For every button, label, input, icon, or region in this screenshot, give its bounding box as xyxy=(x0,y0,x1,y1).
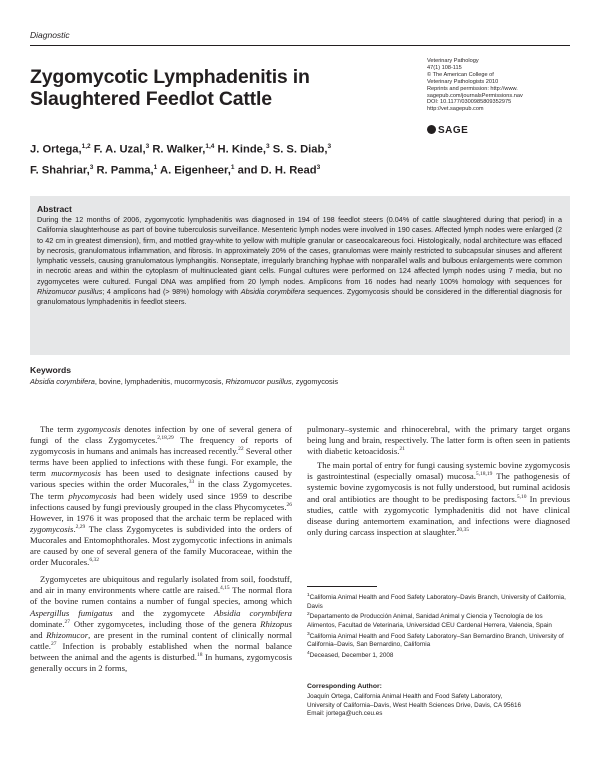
corresponding-author-heading: Corresponding Author: xyxy=(307,683,382,690)
footnote-divider xyxy=(307,586,377,587)
journal-name: Veterinary Pathology xyxy=(427,58,479,64)
paragraph: Zygomycetes are ubiquitous and regularly isolated from soil, foodstuff, and air in many environments where cattle are raised.$^{4,15}$ The normal flora of the bovine rumen contains a number of fungal species, among which Aspergillus fumigatus and the zygomycete Absidia corymbifera dominate.$^{27}$ Other zygomycetes, including those of the genera Rhizopus and Rhizomucor, are present in the ruminal content of clinically normal cattle.$^{27}$ Infection is probably established when the normal balance between the animal and the agents is disturbed.$^{18}$ In humans, zygomycosis generally occurs in 2 forms, xyxy=(30,574,293,673)
copyright-line-2: Veterinary Pathologists 2010 xyxy=(427,78,499,85)
author: F. A. Uzal, xyxy=(93,143,146,156)
author-affiliation: 1,2 xyxy=(81,143,91,150)
author-affiliation: 1,4 xyxy=(205,143,215,150)
author-list xyxy=(30,138,410,179)
footnote: $^4$Deceased, December 1, 2008 xyxy=(307,650,394,659)
header-divider xyxy=(30,45,570,46)
footnote: $^3$California Animal Health and Food Safety Laboratory–San Bernardino Branch, University of California–Davis, San Bernardino, California xyxy=(307,631,564,649)
author: R. Pamma, xyxy=(96,164,154,177)
author: and D. H. Read xyxy=(237,164,317,177)
author: A. Eigenheer, xyxy=(159,164,231,177)
body-column-left xyxy=(30,424,292,674)
paragraph: The main portal of entry for fungi causing systemic bovine zygomycosis is gastrointestinal (especially omasal) mucosa.$^{5,18,19}$ The pathogenesis of systemic bovine zygomycosis is not fully understood, but ruminal acidosis and oral antibiotics are thought to be predisposing factors.$^{5,10}$ In previous studies, cattle with zygomycotic lymphadenitis did not have clinical disease during antemortem examination, and infections were diagnosed only during carcass inspection at slaughter.$^{20,35}$ xyxy=(307,460,571,537)
journal-volume: 47(1) 108-115 xyxy=(427,64,462,71)
keywords-list: Absidia corymbifera, bovine, lymphadenitis, mucormycosis, Rhizomucor pusillus, zygomycosis xyxy=(30,377,339,386)
keywords-heading: Keywords xyxy=(30,365,72,375)
author: R. Walker, xyxy=(152,143,206,156)
footnote: $^1$California Animal Health and Food Safety Laboratory–Davis Branch, University of California, Davis xyxy=(307,593,566,610)
abstract-heading: Abstract xyxy=(37,204,72,214)
author-line-1 xyxy=(30,138,410,159)
journal-info xyxy=(427,58,577,113)
author: F. Shahriar, xyxy=(30,164,90,177)
article-title: Zygomycotic Lymphadenitis in Slaughtered Feedlot Cattle xyxy=(30,66,310,110)
author-affiliation: 1 xyxy=(230,163,235,171)
sage-logo: SAGE xyxy=(427,125,468,136)
author: H. Kinde, xyxy=(217,143,267,156)
author-affiliation: 3 xyxy=(89,163,94,171)
author: S. S. Diab, xyxy=(272,143,328,156)
paragraph: The term zygomycosis denotes infection by one of several genera of fungi of the class Zygomycetes.$^{2,18,29}$ The frequency of reports of zygomycosis in humans and animals has increased recently.$^{22}$ Several other terms have been applied to infections with these fungi. For example, the term mucormycosis has been used to designate infections caused by various species within the order Mucorales,$^{33}$ in the class Zygomycetes. The term phycomycosis had been widely used since 1959 to describe infections caused by fungi previously grouped in the class Phycomycetes.$^{26}$ However, in 1976 it was proposed that the archaic term be replaced with zygomycosis.$^{2,29}$ The class Zygomycetes is subdivided into the orders of Mucorales and Entomophthorales. Most zygomycotic infections in animals are caused by one of several genera of the family Mucoraceae, within the order Mucorales.$^{6,32}$ xyxy=(30,424,292,568)
author-affiliation: 3 xyxy=(266,143,270,150)
affiliation-footnotes xyxy=(307,592,570,661)
author-line-2 xyxy=(30,159,410,180)
journal-url[interactable]: http://vet.sagepub.com xyxy=(427,106,484,113)
abstract-text: During the 12 months of 2006, zygomycotic lymphadenitis was diagnosed in 194 of 198 feedlot steers (0.04% of cattle slaughtered during that period) in a California slaughterhouse as part of bovine tuberculosis surveillance. Mesenteric lymph nodes were involved in 190 cases. Affected lymph nodes were enlarged (2 to 42 cm in greatest dimension), firm, and mottled gray-white to yellow with multiple granular or caseocalcareous foci. Histologically, nodal architecture was effaced by necrosis, granulomatous inflammation, and fibrosis. In approximately 20% of the cases, granulomas were mainly restricted to subcapsular sinuses and afferent lymphatic vessels, causing granulomatous lymphangitis. Nonseptate, irregularly branching hyphae with nonparallel walls and bulbous enlargements were common in necrotic areas and within the cytoplasm of multinucleated giant cells. Fungal cultures were performed on 124 affected lymph nodes using 7 media, but no zygomycetes were cultured. Fungal DNA was amplified from 20 lymph nodes. Amplicons from 16 nodes had nearly 100% homology with sequences for Rhizomucor pusillus; 4 amplicons had (> 98%) homology with Absidia corymbifera sequences. Zygomycosis should be considered in the differential diagnosis for granulomatous lymphadenitis in feedlot steers. xyxy=(37,215,562,307)
corresponding-line: University of California–Davis, West Health Sciences Drive, Davis, CA 95616 xyxy=(307,701,522,709)
paragraph: pulmonary–systemic and rhinocerebral, with the primary target organs being lung and brain, respectively. The latter form is often seen in patients with diabetic ketoacidosis.$^{21}$ xyxy=(307,424,570,457)
author-affiliation: 3 xyxy=(145,143,150,150)
author-affiliation: 3 xyxy=(316,163,321,171)
sage-logo-icon xyxy=(427,125,436,134)
author: J. Ortega, xyxy=(30,143,82,156)
corresponding-line: Joaquín Ortega, California Animal Health and Food Safety Laboratory, xyxy=(307,693,503,700)
reprints-link[interactable]: sagepub.com/journalsPermissions.nav xyxy=(427,92,523,99)
author-affiliation: 1 xyxy=(153,163,158,171)
doi[interactable]: DOI: 10.1177/0300985809352975 xyxy=(427,99,512,106)
corresponding-email[interactable]: Email: jortega@uch.ceu.es xyxy=(307,710,383,718)
section-label: Diagnostic xyxy=(30,30,70,40)
author-affiliation: 3 xyxy=(327,143,332,150)
body-column-right xyxy=(307,424,570,538)
reprints-line-1: Reprints and permission: http://www. xyxy=(427,85,518,92)
corresponding-author xyxy=(307,693,570,719)
copyright-line-1: © The American College of xyxy=(427,71,494,78)
footnote: $^2$Departamento de Producción Animal, Sanidad Animal y Ciencia y Tecnología de los Alimentos, Facultad de Veterinaria, Universidad CEU Cardenal Herrera, Valencia, Spain xyxy=(307,612,552,629)
